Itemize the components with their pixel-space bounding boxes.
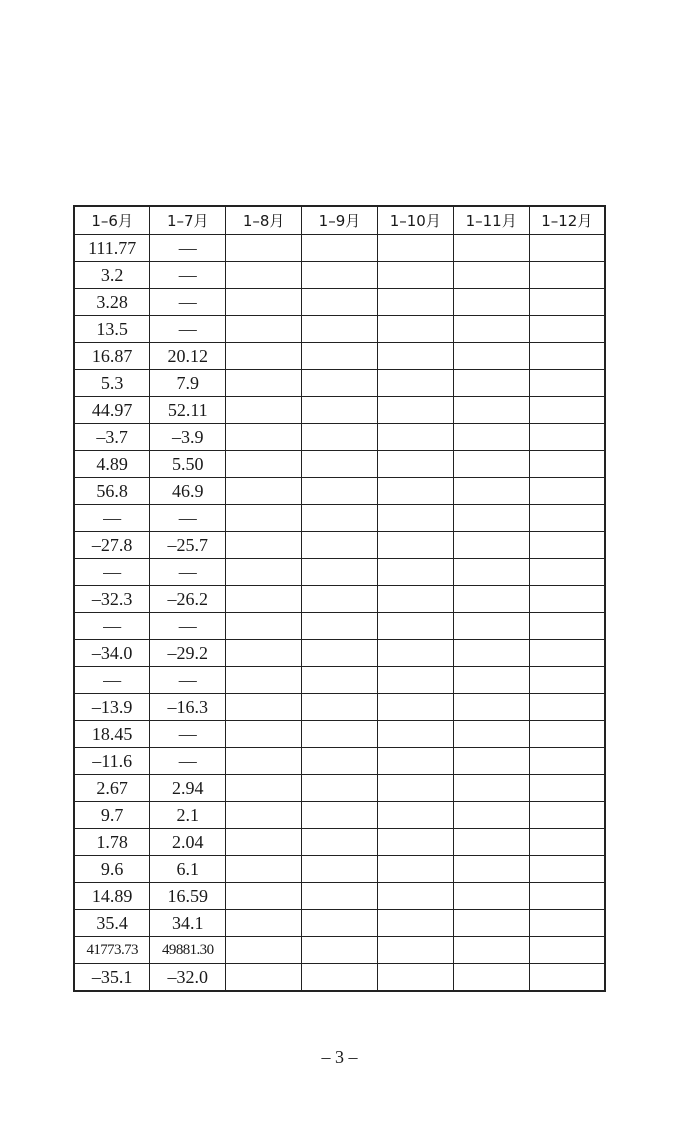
table-cell [377,694,453,721]
table-cell [226,235,302,262]
table-cell [529,370,605,397]
table-cell [302,343,378,370]
table-cell [529,424,605,451]
table-cell: –34.0 [74,640,150,667]
table-cell [226,505,302,532]
table-cell [377,748,453,775]
table-cell [529,829,605,856]
table-cell: –27.8 [74,532,150,559]
table-cell [529,775,605,802]
table-cell [377,829,453,856]
table-row [74,775,605,802]
table-cell: 2.1 [150,802,226,829]
table-cell: –35.1 [74,964,150,992]
table-cell [377,532,453,559]
table-cell [377,640,453,667]
table-cell [226,748,302,775]
table-cell [377,802,453,829]
table-row [74,343,605,370]
table-cell [302,451,378,478]
table-cell [302,559,378,586]
table-cell: –32.0 [150,964,226,992]
table-cell: — [150,748,226,775]
table-cell: 44.97 [74,397,150,424]
table-cell [302,964,378,992]
table-cell [529,640,605,667]
table-cell: 2.67 [74,775,150,802]
table-cell: 1.78 [74,829,150,856]
table-cell [453,613,529,640]
page-number: – 3 – [321,1047,358,1067]
table-cell [529,667,605,694]
table-row [74,532,605,559]
table-cell [377,883,453,910]
table-row [74,964,605,992]
table-row [74,424,605,451]
table-cell [453,856,529,883]
table-cell: 35.4 [74,910,150,937]
table-cell [453,397,529,424]
table-cell [226,640,302,667]
table-cell [529,559,605,586]
table-row [74,397,605,424]
table-cell: –29.2 [150,640,226,667]
table-cell [377,586,453,613]
table-row [74,829,605,856]
table-cell [529,478,605,505]
table-cell: 56.8 [74,478,150,505]
table-cell [226,883,302,910]
table-cell [529,586,605,613]
table-cell [302,856,378,883]
table-cell [226,262,302,289]
table-row [74,910,605,937]
table-cell: –11.6 [74,748,150,775]
column-header: 1–8月 [226,206,302,235]
table-cell [529,721,605,748]
table-cell [377,289,453,316]
table-cell [377,316,453,343]
table-cell [377,910,453,937]
table-row [74,694,605,721]
table-cell [302,505,378,532]
table-cell [377,721,453,748]
table-cell: 41773.73 [74,937,150,964]
table-cell: –25.7 [150,532,226,559]
table-row [74,613,605,640]
table-cell: 7.9 [150,370,226,397]
table-cell: 5.50 [150,451,226,478]
table-cell [302,775,378,802]
table-cell [302,640,378,667]
table-cell [377,451,453,478]
table-cell [377,559,453,586]
table-cell [302,586,378,613]
table-cell [226,586,302,613]
table-cell [377,613,453,640]
table-cell [377,262,453,289]
table-cell [377,775,453,802]
column-header: 1–7月 [150,206,226,235]
table-cell [226,343,302,370]
table-cell [377,397,453,424]
table-row [74,505,605,532]
table-cell [226,694,302,721]
table-cell [226,829,302,856]
table-cell [377,964,453,992]
table-cell: 3.28 [74,289,150,316]
table-cell [453,964,529,992]
table-cell [377,505,453,532]
table-cell [377,343,453,370]
table-header-row [74,206,605,235]
table-cell [226,613,302,640]
table-cell [529,802,605,829]
table-row [74,370,605,397]
table-cell [226,802,302,829]
table-cell [453,343,529,370]
table-cell [302,694,378,721]
table-cell [226,316,302,343]
column-header: 1–6月 [74,206,150,235]
table-cell [453,937,529,964]
table-row [74,478,605,505]
table-row [74,586,605,613]
table-cell [226,370,302,397]
column-header: 1–10月 [377,206,453,235]
table-cell [529,613,605,640]
table-cell: 9.6 [74,856,150,883]
table-cell [453,694,529,721]
table-cell [377,235,453,262]
table-cell [302,937,378,964]
table-cell [302,235,378,262]
table-cell: 14.89 [74,883,150,910]
table-cell: 6.1 [150,856,226,883]
table-cell: 18.45 [74,721,150,748]
table-cell: — [150,613,226,640]
table-row [74,721,605,748]
table-cell [226,910,302,937]
table-cell [377,370,453,397]
table-cell: — [74,667,150,694]
table-cell [529,343,605,370]
table-cell [377,856,453,883]
table-cell: 111.77 [74,235,150,262]
table-row [74,937,605,964]
table-cell: 52.11 [150,397,226,424]
table-cell [226,478,302,505]
table-cell [302,748,378,775]
table-cell: 13.5 [74,316,150,343]
table-cell [453,532,529,559]
table-cell [226,289,302,316]
table-row [74,802,605,829]
column-header: 1–11月 [453,206,529,235]
table-cell [453,235,529,262]
table-cell: 16.59 [150,883,226,910]
table-cell [302,316,378,343]
table-body [74,235,605,992]
table-cell [529,532,605,559]
table-cell [529,262,605,289]
table-cell: — [74,613,150,640]
table-cell: 2.04 [150,829,226,856]
table-cell [529,316,605,343]
table-cell: — [150,559,226,586]
table-cell [529,910,605,937]
table-cell [453,640,529,667]
table-cell [302,721,378,748]
table-cell: 2.94 [150,775,226,802]
table-cell: 34.1 [150,910,226,937]
table-cell: — [150,289,226,316]
table-cell: –3.9 [150,424,226,451]
table-cell: 20.12 [150,343,226,370]
table-row [74,235,605,262]
table-cell: 46.9 [150,478,226,505]
table-cell: 16.87 [74,343,150,370]
table-row [74,856,605,883]
table-cell: –26.2 [150,586,226,613]
table-cell [453,262,529,289]
table-cell: –32.3 [74,586,150,613]
table-cell [453,370,529,397]
table-row [74,640,605,667]
table-cell [529,883,605,910]
table-cell [302,910,378,937]
table-cell [226,856,302,883]
table-cell [453,559,529,586]
table-cell: 4.89 [74,451,150,478]
table-cell [226,559,302,586]
table-cell [529,397,605,424]
table-cell [529,964,605,992]
table-cell [453,883,529,910]
column-header: 1–12月 [529,206,605,235]
table-row [74,262,605,289]
table-cell [453,748,529,775]
table-cell: 3.2 [74,262,150,289]
table-cell: –16.3 [150,694,226,721]
table-cell: — [150,316,226,343]
table-cell [529,748,605,775]
table-cell [453,289,529,316]
table-cell [453,910,529,937]
table-cell [529,856,605,883]
table-cell [377,937,453,964]
table-row [74,667,605,694]
table-cell [302,262,378,289]
table-cell [453,775,529,802]
table-cell [226,721,302,748]
table-cell [302,478,378,505]
table-cell: — [150,235,226,262]
table-cell: 49881.30 [150,937,226,964]
table-cell: — [150,721,226,748]
table-cell [453,424,529,451]
table-cell [226,667,302,694]
table-cell [377,478,453,505]
table-cell [226,775,302,802]
table-cell [302,802,378,829]
table-cell [302,667,378,694]
table-cell [302,424,378,451]
table-row [74,289,605,316]
table-cell [226,964,302,992]
table-row [74,748,605,775]
table-cell [529,289,605,316]
table-cell [377,667,453,694]
table-cell [453,478,529,505]
table-cell [529,451,605,478]
column-header: 1–9月 [302,206,378,235]
table-cell [453,721,529,748]
table-cell [529,235,605,262]
table-cell [226,532,302,559]
table-cell: — [74,559,150,586]
table-cell [453,802,529,829]
table-cell [226,451,302,478]
table-cell [226,937,302,964]
table-cell: 5.3 [74,370,150,397]
table-cell [302,370,378,397]
table-row [74,559,605,586]
table-cell [529,694,605,721]
table-cell [302,829,378,856]
table-cell: — [150,262,226,289]
table-row [74,451,605,478]
table-cell [302,883,378,910]
table-cell: — [74,505,150,532]
table-cell [302,532,378,559]
table-cell [226,424,302,451]
table-cell [377,424,453,451]
table-row [74,316,605,343]
table-cell [302,397,378,424]
table-cell [226,397,302,424]
table-cell [453,316,529,343]
table-cell [453,586,529,613]
table-cell: –3.7 [74,424,150,451]
table-cell [529,505,605,532]
table-cell [529,937,605,964]
table-cell: 9.7 [74,802,150,829]
table-cell: –13.9 [74,694,150,721]
table-cell [453,667,529,694]
table-cell: — [150,505,226,532]
table-cell [453,505,529,532]
table-row [74,883,605,910]
table-cell [302,289,378,316]
table-cell: — [150,667,226,694]
table-cell [453,451,529,478]
table-cell [453,829,529,856]
table-cell [302,613,378,640]
monthly-data-table [73,205,606,992]
